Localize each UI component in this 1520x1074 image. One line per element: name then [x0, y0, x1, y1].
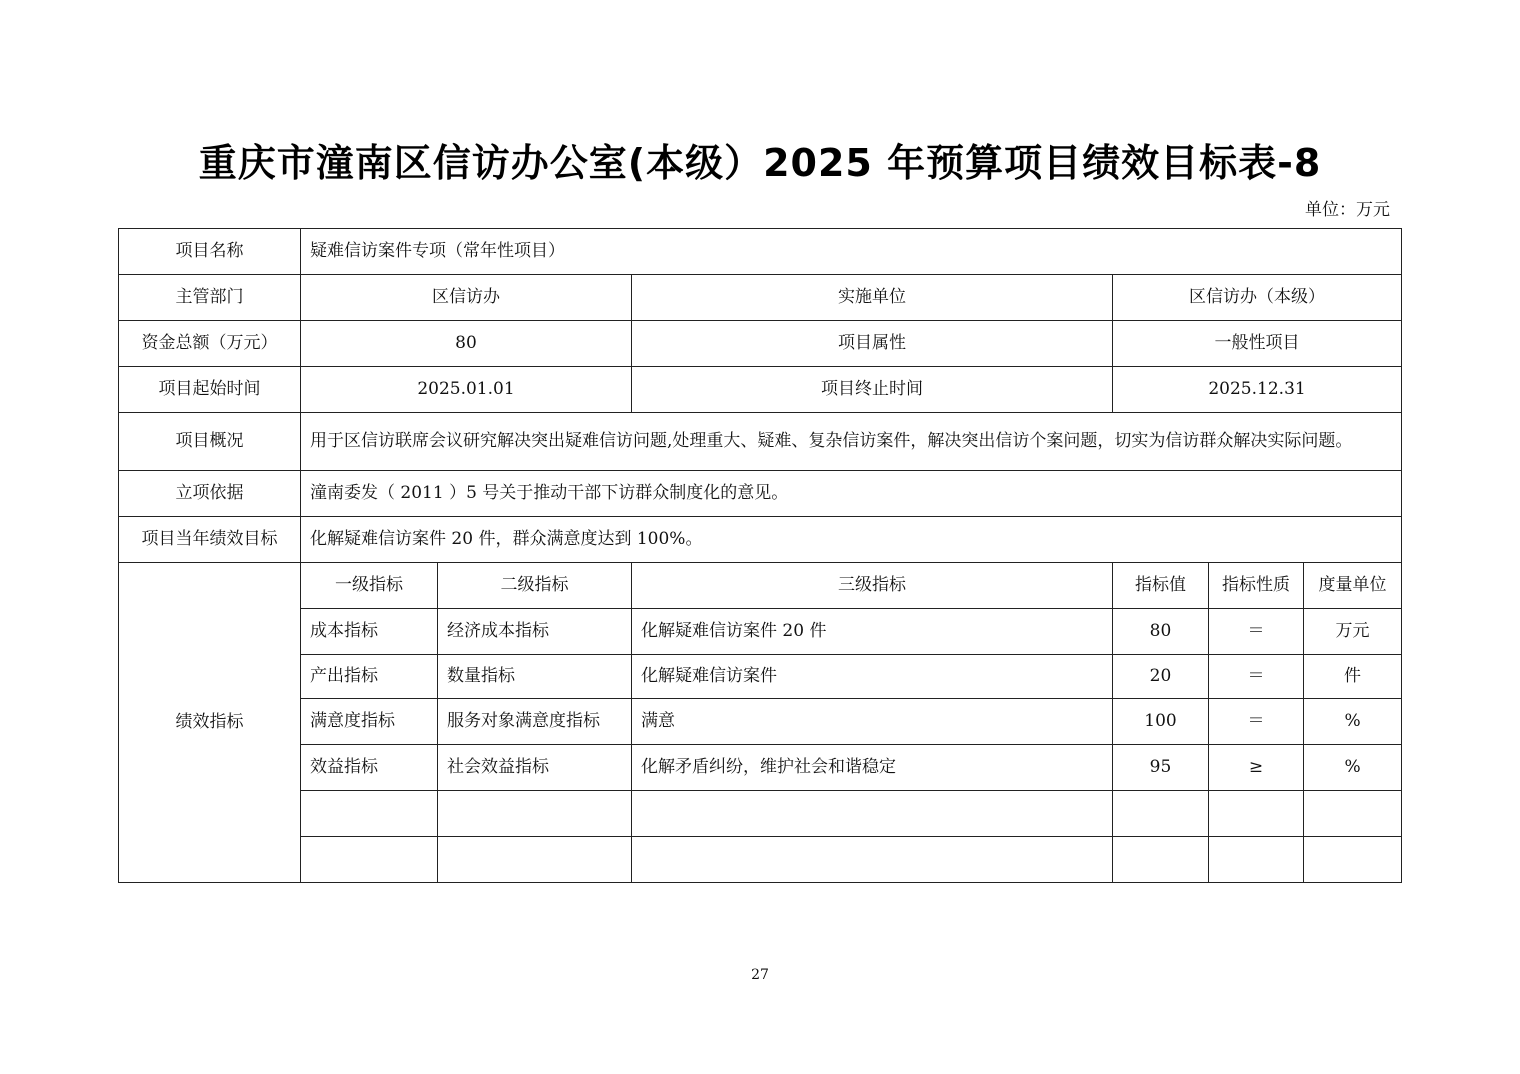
indicator-level1: 产出指标: [301, 655, 438, 699]
indicator-level3: 化解疑难信访案件 20 件: [632, 609, 1113, 655]
header-value: 指标值: [1113, 563, 1209, 609]
indicator-level3: [632, 837, 1113, 883]
project-name-value: 疑难信访案件专项（常年性项目）: [301, 229, 1402, 275]
goal-value: 化解疑难信访案件 20 件，群众满意度达到 100%。: [301, 517, 1402, 563]
indicator-level3: 化解矛盾纠纷，维护社会和谐稳定: [632, 745, 1113, 791]
fund-value: 80: [301, 321, 632, 367]
start-value: 2025.01.01: [301, 367, 632, 413]
overview-value: 用于区信访联席会议研究解决突出疑难信访问题,处理重大、疑难、复杂信访案件，解决突出信访个案问题，切实为信访群众解决实际问题。: [301, 413, 1402, 471]
indicator-nature: ＝: [1209, 609, 1304, 655]
indicator-level1: 满意度指标: [301, 699, 438, 745]
indicator-value: [1113, 837, 1209, 883]
indicator-row: [119, 609, 1402, 655]
indicator-nature: ＝: [1209, 699, 1304, 745]
overview-label: 项目概况: [119, 413, 301, 471]
indicator-nature: [1209, 837, 1304, 883]
indicator-unit: 万元: [1304, 609, 1402, 655]
indicator-row-empty: [119, 837, 1402, 883]
indicator-level2: 社会效益指标: [438, 745, 632, 791]
basis-value: 潼南委发（ 2011 ）5 号关于推动干部下访群众制度化的意见。: [301, 471, 1402, 517]
indicator-level2: 数量指标: [438, 655, 632, 699]
indicator-value: [1113, 791, 1209, 837]
indicator-level2: 经济成本指标: [438, 609, 632, 655]
indicator-nature: ≥: [1209, 745, 1304, 791]
end-label: 项目终止时间: [632, 367, 1113, 413]
indicator-row-empty: [119, 791, 1402, 837]
impl-value: 区信访办（本级）: [1113, 275, 1402, 321]
indicator-level1: 成本指标: [301, 609, 438, 655]
indicator-nature: ＝: [1209, 655, 1304, 699]
end-value: 2025.12.31: [1113, 367, 1402, 413]
indicator-unit: %: [1304, 699, 1402, 745]
unit-label: 单位：万元: [1305, 200, 1390, 220]
attr-value: 一般性项目: [1113, 321, 1402, 367]
project-name-label: 项目名称: [119, 229, 301, 275]
indicator-value: 80: [1113, 609, 1209, 655]
header-nature: 指标性质: [1209, 563, 1304, 609]
indicator-unit: [1304, 791, 1402, 837]
indicator-unit: 件: [1304, 655, 1402, 699]
performance-table: [118, 228, 1402, 883]
indicator-level3: 化解疑难信访案件: [632, 655, 1113, 699]
indicator-row: [119, 699, 1402, 745]
goal-label: 项目当年绩效目标: [119, 517, 301, 563]
header-level2: 二级指标: [438, 563, 632, 609]
header-unit: 度量单位: [1304, 563, 1402, 609]
indicator-level3: [632, 791, 1113, 837]
indicator-nature: [1209, 791, 1304, 837]
page-number: 27: [751, 967, 769, 983]
impl-label: 实施单位: [632, 275, 1113, 321]
header-level1: 一级指标: [301, 563, 438, 609]
indicator-level1: 效益指标: [301, 745, 438, 791]
indicator-unit: %: [1304, 745, 1402, 791]
indicator-value: 20: [1113, 655, 1209, 699]
indicator-row: [119, 655, 1402, 699]
indicator-level2: [438, 837, 632, 883]
indicator-level1: [301, 791, 438, 837]
basis-label: 立项依据: [119, 471, 301, 517]
attr-label: 项目属性: [632, 321, 1113, 367]
header-level3: 三级指标: [632, 563, 1113, 609]
indicator-section-label: 绩效指标: [119, 563, 301, 883]
page-title: 重庆市潼南区信访办公室(本级）2025 年预算项目绩效目标表-8: [198, 141, 1322, 185]
fund-label: 资金总额（万元）: [119, 321, 301, 367]
indicator-row: [119, 745, 1402, 791]
indicator-level2: 服务对象满意度指标: [438, 699, 632, 745]
indicator-value: 100: [1113, 699, 1209, 745]
start-label: 项目起始时间: [119, 367, 301, 413]
indicator-level2: [438, 791, 632, 837]
indicator-unit: [1304, 837, 1402, 883]
indicator-level1: [301, 837, 438, 883]
indicator-value: 95: [1113, 745, 1209, 791]
dept-label: 主管部门: [119, 275, 301, 321]
dept-value: 区信访办: [301, 275, 632, 321]
indicator-level3: 满意: [632, 699, 1113, 745]
